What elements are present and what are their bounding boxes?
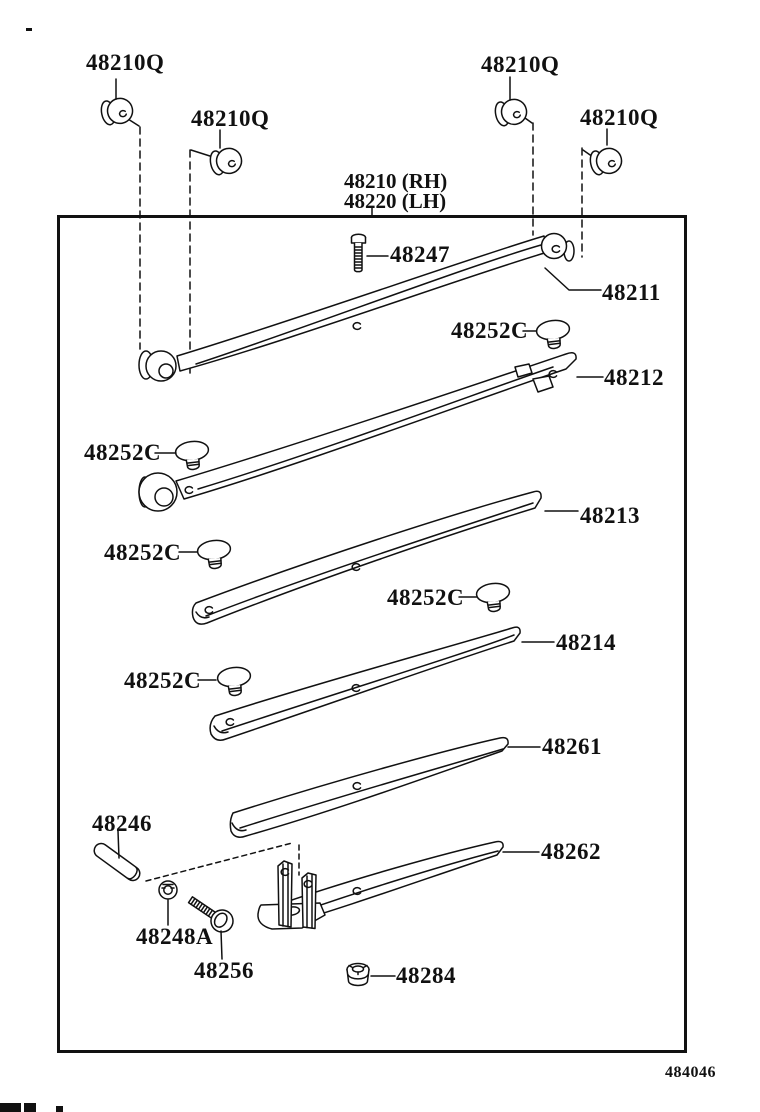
diagram-code: 484046	[665, 1064, 716, 1081]
callout-48248a: 48248A	[136, 924, 214, 949]
callout-48246: 48246	[92, 811, 152, 836]
bottom-cut-mark	[24, 1103, 36, 1112]
callout-48210q-1: 48210Q	[86, 50, 165, 75]
callout-48252c-5: 48252C	[124, 668, 202, 693]
bottom-cut-mark	[56, 1106, 63, 1112]
callout-48213: 48213	[580, 503, 640, 528]
callout-48210q-2: 48210Q	[191, 106, 270, 131]
callout-48210q-4: 48210Q	[580, 105, 659, 130]
callout-48252c-2: 48252C	[84, 440, 162, 465]
callout-48252c-4: 48252C	[387, 585, 465, 610]
callout-48210q-3: 48210Q	[481, 52, 560, 77]
callout-48252c-1: 48252C	[451, 318, 529, 343]
bushing-icons	[99, 96, 624, 177]
callout-48284: 48284	[396, 963, 456, 988]
corner-print-mark	[26, 28, 32, 31]
bottom-cut-mark	[0, 1103, 21, 1112]
callout-48247: 48247	[390, 242, 450, 267]
callout-48262: 48262	[541, 839, 601, 864]
callout-48252c-3: 48252C	[104, 540, 182, 565]
callout-48220-lh: 48220 (LH)	[344, 189, 447, 213]
callout-48212: 48212	[604, 365, 664, 390]
callout-48211: 48211	[602, 280, 661, 305]
callout-48210-rh: 48210 (RH)	[344, 169, 448, 193]
callout-48214: 48214	[556, 630, 616, 655]
callout-48256: 48256	[194, 958, 254, 983]
callout-48261: 48261	[542, 734, 602, 759]
